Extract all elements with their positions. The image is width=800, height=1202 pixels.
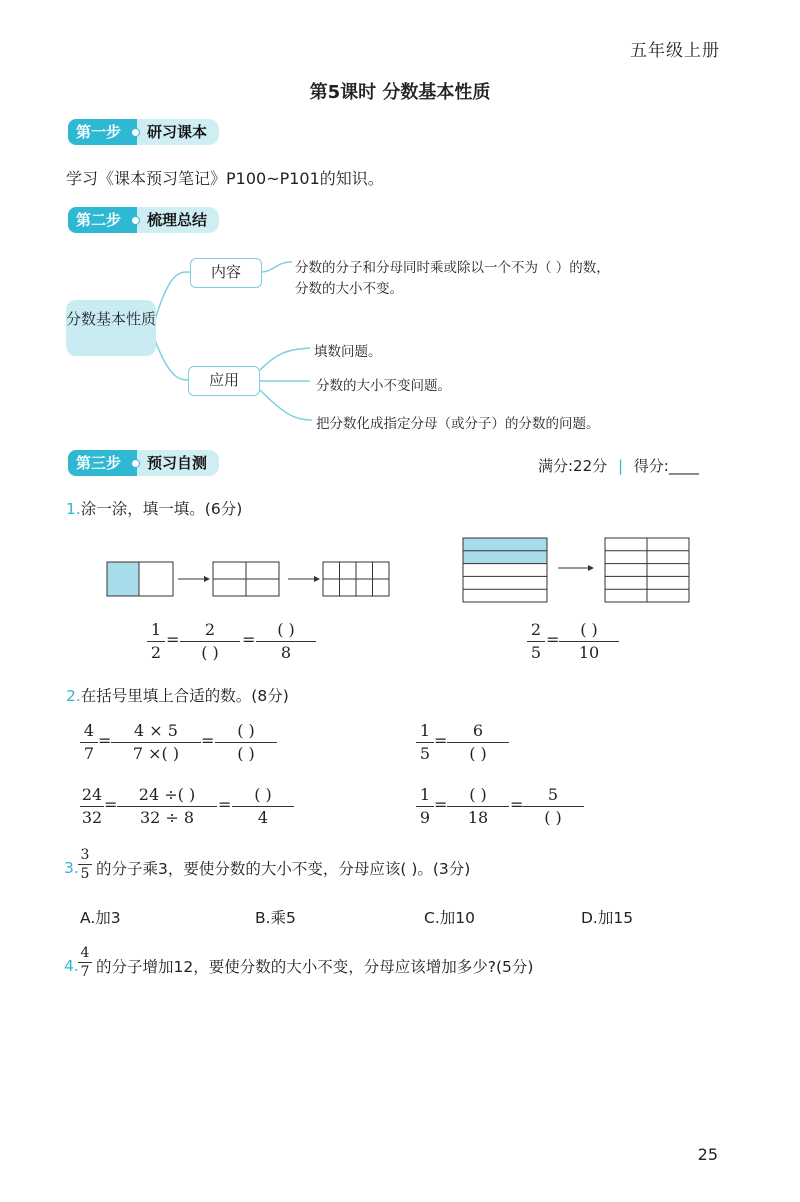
equals-sign: = xyxy=(242,630,256,649)
q2-e3-frac-b xyxy=(117,784,217,829)
step3-label: 预习自测 xyxy=(137,450,219,476)
denominator: 18 xyxy=(467,808,489,827)
q1-text: 涂一涂，填一填。(6分) xyxy=(80,500,243,518)
numerator-blank[interactable]: ( ) xyxy=(237,721,255,740)
equals-sign: = xyxy=(510,795,524,814)
denominator: 2 xyxy=(150,643,162,662)
apply-item-2: 分数的大小不变问题。 xyxy=(316,378,451,394)
numerator-blank[interactable]: ( ) xyxy=(580,620,598,639)
q4-frac xyxy=(78,944,92,981)
q2-e4-frac-a xyxy=(416,784,434,829)
equals-sign: = xyxy=(434,731,448,750)
denominator: 5 xyxy=(80,866,90,882)
equals-sign: = xyxy=(98,731,112,750)
q1-eq2-frac-a xyxy=(527,619,545,664)
apply-item-1: 填数问题。 xyxy=(314,344,382,360)
step2-dot-icon xyxy=(129,207,137,233)
numerator: 3 xyxy=(80,847,90,863)
score-got: 得分:____ xyxy=(633,457,699,475)
mindmap-root: 分数基本性质 xyxy=(66,300,156,356)
numerator-blank[interactable]: ( ) xyxy=(277,620,295,639)
step1-tag: 第一步 xyxy=(68,119,129,145)
mindmap-content-node: 内容 xyxy=(190,258,262,288)
denominator: 5 xyxy=(419,744,431,763)
numerator: 1 xyxy=(419,721,431,740)
q3-option-c[interactable]: C.加10 xyxy=(424,909,475,927)
content-text-2: 分数的大小不变。 xyxy=(295,281,403,297)
numerator: 2 xyxy=(204,620,216,639)
q2-e1-frac-c xyxy=(215,720,277,765)
numerator: 6 xyxy=(472,721,484,740)
equals-sign: = xyxy=(546,630,560,649)
step1-dot-icon xyxy=(129,119,137,145)
numerator: 24 xyxy=(81,785,103,804)
q2-number: 2. xyxy=(66,687,81,705)
denominator: 32 xyxy=(81,808,103,827)
q2-e3-frac-c xyxy=(232,784,294,829)
q2-e4-frac-b xyxy=(447,784,509,829)
equals-sign: = xyxy=(218,795,232,814)
page-number: 25 xyxy=(697,1145,718,1164)
denominator: 7 xyxy=(83,744,95,763)
page-title: 第5课时 分数基本性质 xyxy=(309,82,491,103)
q3-number: 3. xyxy=(64,859,79,877)
denominator: 8 xyxy=(280,643,292,662)
denominator-blank[interactable]: ( ) xyxy=(544,808,562,827)
equals-sign: = xyxy=(201,731,215,750)
q3-option-d[interactable]: D.加15 xyxy=(581,909,634,927)
step2-header xyxy=(68,207,219,233)
q2-e3-frac-a xyxy=(80,784,104,829)
score-panel xyxy=(538,455,699,476)
content-text-1: 分数的分子和分母同时乘或除以一个不为（ ）的数， xyxy=(295,260,610,276)
q2-title xyxy=(66,684,289,706)
q4-text: 的分子增加12，要使分数的大小不变，分母应该增加多少?(5分) xyxy=(96,958,534,976)
score-divider: | xyxy=(617,457,623,475)
q3-option-a[interactable]: A.加3 xyxy=(80,909,121,927)
step1-header xyxy=(68,119,219,145)
q2-e1-frac-a xyxy=(80,720,98,765)
step1-label: 研习课本 xyxy=(137,119,219,145)
denominator-blank[interactable]: ( ) xyxy=(201,643,219,662)
q3-frac xyxy=(78,846,92,883)
denominator-blank[interactable]: ( ) xyxy=(469,744,487,763)
q2-text: 在括号里填上合适的数。(8分) xyxy=(80,687,289,705)
numerator-blank[interactable]: ( ) xyxy=(254,785,272,804)
q1-eq1-frac-a xyxy=(147,619,165,664)
step2-label: 梳理总结 xyxy=(137,207,219,233)
equals-sign: = xyxy=(434,795,448,814)
numerator: 2 xyxy=(530,620,542,639)
score-full: 满分:22分 xyxy=(538,457,608,475)
q2-e2-frac-b xyxy=(447,720,509,765)
q2-e4-frac-c xyxy=(522,784,584,829)
denominator: 4 xyxy=(257,808,269,827)
q2-e1-frac-b xyxy=(111,720,201,765)
q1-eq2-frac-b xyxy=(559,619,619,664)
denominator: 10 xyxy=(578,643,600,662)
step2-tag: 第二步 xyxy=(68,207,129,233)
equals-sign: = xyxy=(104,795,118,814)
denominator: 5 xyxy=(530,643,542,662)
apply-item-3: 把分数化成指定分母（或分子）的分数的问题。 xyxy=(316,416,600,432)
q2-e2-frac-a xyxy=(416,720,434,765)
denominator: 32 ÷ 8 xyxy=(139,808,195,827)
q1-eq1-frac-c xyxy=(256,619,316,664)
q1-eq1-frac-b xyxy=(180,619,240,664)
q3-text: 的分子乘3，要使分数的大小不变，分母应该( )。(3分) xyxy=(96,860,471,878)
equals-sign: = xyxy=(166,630,180,649)
numerator: 5 xyxy=(547,785,559,804)
numerator: 1 xyxy=(419,785,431,804)
grade-label: 五年级上册 xyxy=(630,41,720,61)
q1-diagrams xyxy=(100,530,700,610)
q1-number: 1. xyxy=(66,500,81,518)
numerator: 1 xyxy=(150,620,162,639)
numerator: 4 xyxy=(83,721,95,740)
numerator-blank[interactable]: 24 ÷( ) xyxy=(138,785,196,804)
q1-title xyxy=(66,497,242,519)
step1-text: 学习《课本预习笔记》P100~P101的知识。 xyxy=(66,169,384,188)
q4-number: 4. xyxy=(64,957,79,975)
q3-option-b[interactable]: B.乘5 xyxy=(255,909,296,927)
step3-dot-icon xyxy=(129,450,137,476)
mindmap-apply-node: 应用 xyxy=(188,366,260,396)
step3-header xyxy=(68,450,219,476)
numerator: 4 xyxy=(80,945,90,961)
numerator-blank[interactable]: ( ) xyxy=(469,785,487,804)
denominator: 7 xyxy=(80,964,90,980)
denominator-blank[interactable]: 7 ×( ) xyxy=(132,744,180,763)
step3-tag: 第三步 xyxy=(68,450,129,476)
numerator: 4 × 5 xyxy=(134,721,178,740)
denominator-blank[interactable]: ( ) xyxy=(237,744,255,763)
denominator: 9 xyxy=(419,808,431,827)
